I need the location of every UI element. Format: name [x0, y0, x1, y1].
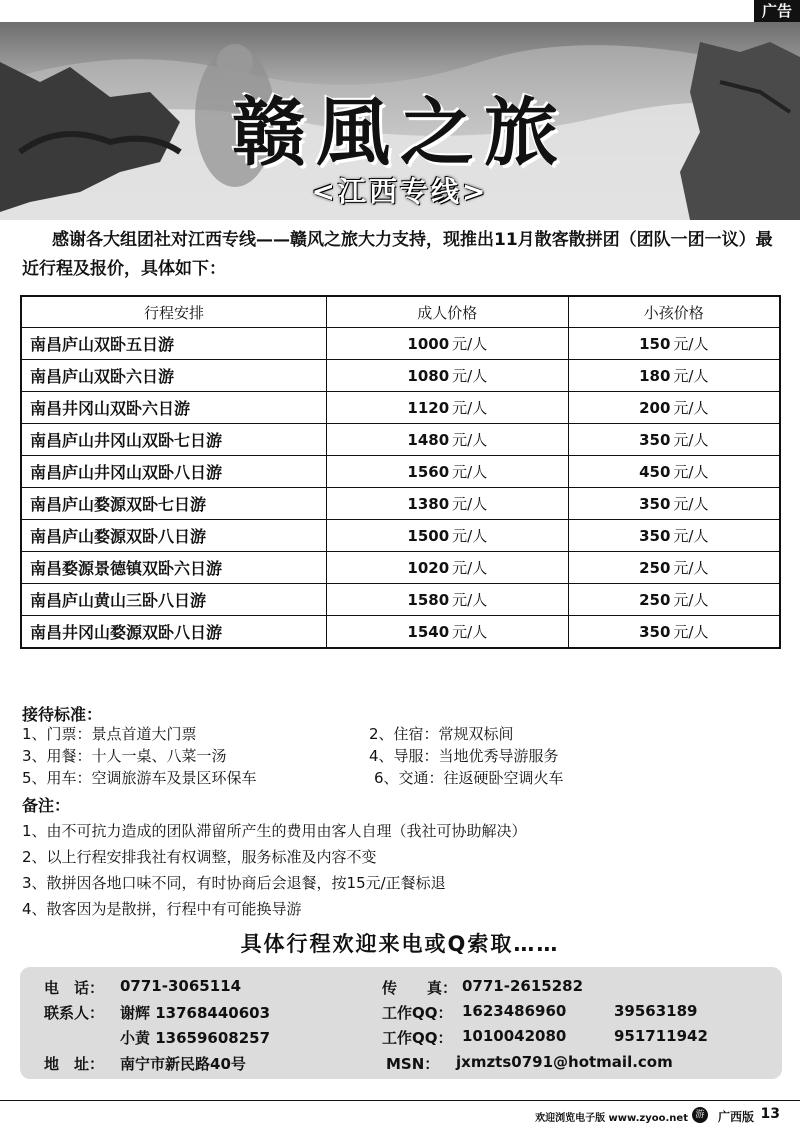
adult-price-value: 1500: [407, 527, 450, 545]
child-price: [568, 328, 780, 360]
standards-list: [22, 723, 722, 789]
price-unit: 元/人: [452, 399, 488, 417]
standard-item: 5、用车：空调旅游车及景区环保车: [22, 769, 257, 787]
route-name: 南昌井冈山婺源双卧八日游: [21, 616, 327, 649]
price-unit: 元/人: [673, 367, 709, 385]
work-qq-2b: 951711942: [614, 1027, 708, 1045]
table-row: [21, 552, 780, 584]
address: 南宁市新民路40号: [120, 1055, 246, 1073]
standard-item: 4、导服：当地优秀导游服务: [369, 747, 559, 765]
table-row: [21, 456, 780, 488]
price-unit: 元/人: [452, 431, 488, 449]
table-row: [21, 392, 780, 424]
header-adult-price: 成人价格: [327, 296, 569, 328]
child-price: [568, 584, 780, 616]
adult-price: [327, 424, 569, 456]
child-price-value: 250: [639, 591, 671, 609]
price-unit: 元/人: [673, 559, 709, 577]
table-row: [21, 616, 780, 649]
price-unit: 元/人: [673, 431, 709, 449]
child-price: [568, 616, 780, 649]
price-unit: 元/人: [452, 591, 488, 609]
footer-edition: 广西版: [717, 1110, 754, 1124]
notes-list: [22, 818, 527, 922]
standard-item: 2、住宿：常规双标间: [369, 725, 514, 743]
adult-price-value: 1080: [407, 367, 450, 385]
price-table: [20, 295, 781, 649]
child-price-value: 350: [639, 431, 671, 449]
price-unit: 元/人: [452, 335, 488, 353]
child-price: [568, 552, 780, 584]
child-price: [568, 392, 780, 424]
price-unit: 元/人: [452, 463, 488, 481]
route-name: 南昌庐山黄山三卧八日游: [21, 584, 327, 616]
adult-price: [327, 392, 569, 424]
price-unit: 元/人: [673, 591, 709, 609]
price-unit: 元/人: [452, 527, 488, 545]
header-route: 行程安排: [21, 296, 327, 328]
address-label: 地 址：: [44, 1055, 105, 1073]
price-unit: 元/人: [452, 495, 488, 513]
banner-subtitle: <江西专线>: [311, 175, 489, 208]
adult-price: [327, 584, 569, 616]
price-unit: 元/人: [452, 623, 488, 641]
route-name: 南昌井冈山双卧六日游: [21, 392, 327, 424]
contact-person-2: 小黄 13659608257: [120, 1029, 271, 1047]
child-price-value: 450: [639, 463, 671, 481]
child-price-value: 350: [639, 623, 671, 641]
route-name: 南昌庐山婺源双卧七日游: [21, 488, 327, 520]
footer-logo-icon: 游: [692, 1107, 708, 1123]
price-unit: 元/人: [452, 559, 488, 577]
child-price-value: 350: [639, 495, 671, 513]
child-price: [568, 424, 780, 456]
table-row: [21, 584, 780, 616]
adult-price: [327, 328, 569, 360]
child-price: [568, 360, 780, 392]
route-name: 南昌庐山双卧五日游: [21, 328, 327, 360]
standards-title: 接待标准：: [22, 705, 103, 724]
price-unit: 元/人: [452, 367, 488, 385]
adult-price: [327, 616, 569, 649]
route-name: 南昌庐山井冈山双卧七日游: [21, 424, 327, 456]
standard-item: 3、用餐：十人一桌、八菜一汤: [22, 747, 227, 765]
adult-price-value: 1120: [407, 399, 450, 417]
child-price: [568, 488, 780, 520]
contact-box: [20, 967, 782, 1079]
work-qq-2: 1010042080: [462, 1027, 567, 1045]
table-row: [21, 360, 780, 392]
adult-price-value: 1380: [407, 495, 450, 513]
child-price-value: 180: [639, 367, 671, 385]
header-child-price: 小孩价格: [568, 296, 780, 328]
standard-item: 6、交通：往返硬卧空调火车: [374, 769, 564, 787]
standard-item: 1、门票：景点首道大门票: [22, 725, 197, 743]
table-row: [21, 520, 780, 552]
note-item: 4、散客因为是散拼，行程中有可能换导游: [22, 900, 302, 918]
contact-person-label: 联系人：: [44, 1004, 105, 1022]
table-header-row: [21, 296, 780, 328]
route-name: 南昌庐山婺源双卧八日游: [21, 520, 327, 552]
adult-price-value: 1580: [407, 591, 450, 609]
adult-price: [327, 456, 569, 488]
work-qq-1: 1623486960: [462, 1002, 567, 1020]
intro-text: 感谢各大组团社对江西专线——赣风之旅大力支持，现推出11月散客散拼团（团队一团一议）最近行程及报价，具体如下：: [22, 230, 773, 279]
child-price-value: 200: [639, 399, 671, 417]
adult-price-value: 1540: [407, 623, 450, 641]
adult-price-value: 1480: [407, 431, 450, 449]
adult-price-value: 1000: [407, 335, 450, 353]
table-row: [21, 328, 780, 360]
price-unit: 元/人: [673, 399, 709, 417]
child-price: [568, 456, 780, 488]
price-unit: 元/人: [673, 495, 709, 513]
child-price-value: 350: [639, 527, 671, 545]
phone-label: 电 话：: [44, 979, 105, 997]
price-unit: 元/人: [673, 623, 709, 641]
table-row: [21, 424, 780, 456]
msn-address: jxmzts0791@hotmail.com: [456, 1053, 673, 1071]
adult-price: [327, 520, 569, 552]
banner-title: 赣風之旅: [232, 90, 568, 176]
work-qq-label: 工作QQ：: [382, 1029, 453, 1047]
phone-number: 0771-3065114: [120, 977, 242, 995]
route-name: 南昌庐山双卧六日游: [21, 360, 327, 392]
child-price-value: 150: [639, 335, 671, 353]
msn-label: MSN：: [386, 1055, 440, 1073]
call-to-action: 具体行程欢迎来电或Q索取……: [240, 932, 560, 956]
note-item: 3、散拼因各地口味不同，有时协商后会退餐，按15元/正餐标退: [22, 874, 446, 892]
price-unit: 元/人: [673, 335, 709, 353]
adult-price: [327, 552, 569, 584]
route-name: 南昌婺源景德镇双卧六日游: [21, 552, 327, 584]
route-name: 南昌庐山井冈山双卧八日游: [21, 456, 327, 488]
work-qq-1b: 39563189: [614, 1002, 698, 1020]
contact-person-1: 谢辉 13768440603: [120, 1004, 271, 1022]
footer-website: 欢迎浏览电子版 www.zyoo.net: [535, 1113, 688, 1124]
notes-title: 备注：: [22, 796, 71, 815]
banner: [0, 22, 800, 220]
page-footer: [0, 1100, 800, 1130]
work-qq-label: 工作QQ：: [382, 1004, 453, 1022]
price-unit: 元/人: [673, 463, 709, 481]
table-row: [21, 488, 780, 520]
adult-price: [327, 360, 569, 392]
adult-price-value: 1560: [407, 463, 450, 481]
page-number: 13: [760, 1106, 780, 1122]
price-unit: 元/人: [673, 527, 709, 545]
adult-price: [327, 488, 569, 520]
adult-price-value: 1020: [407, 559, 450, 577]
ad-tag: 广告: [754, 0, 800, 22]
note-item: 1、由不可抗力造成的团队滞留所产生的费用由客人自理（我社可协助解决）: [22, 822, 527, 840]
note-item: 2、以上行程安排我社有权调整，服务标准及内容不变: [22, 848, 377, 866]
fax-number: 0771-2615282: [462, 977, 584, 995]
child-price: [568, 520, 780, 552]
child-price-value: 250: [639, 559, 671, 577]
fax-label: 传 真：: [382, 979, 458, 997]
